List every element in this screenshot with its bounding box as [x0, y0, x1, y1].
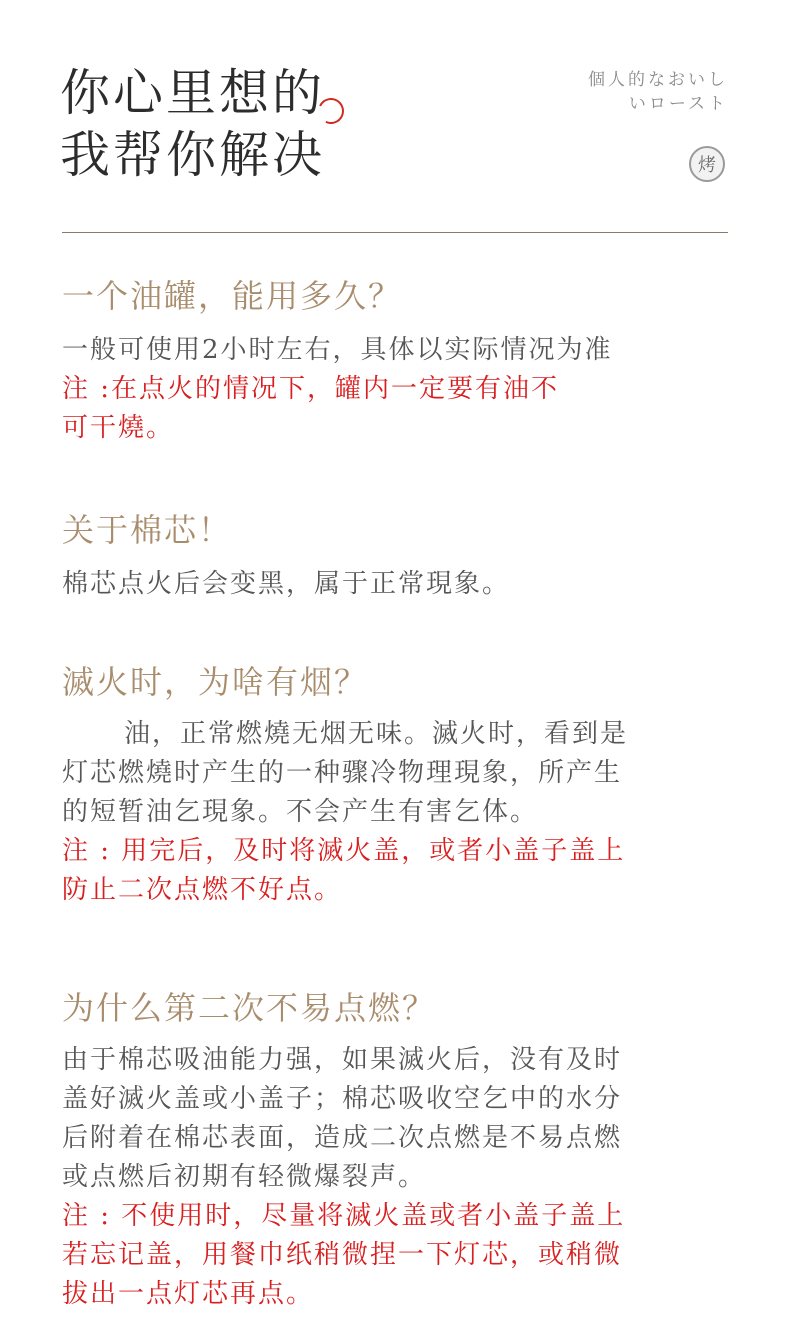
faq-note-line: 防止二次点燃不好点。: [62, 875, 343, 905]
faq-note: [62, 832, 732, 910]
faq-section-smoke: [62, 662, 732, 910]
faq-answer: [62, 1041, 732, 1197]
page-title-line-1: 你心里想的: [60, 64, 325, 122]
faq-section-oil-duration: [62, 276, 732, 448]
faq-question: 为什么第二次不易点燃？: [62, 989, 437, 1027]
faq-question: 一个油罐，能用多久？: [62, 277, 403, 315]
page-title-line-2: 我帮你解决: [60, 126, 325, 184]
faq-note-line: 可干燒。: [62, 413, 175, 443]
faq-answer-line: 后附着在棉芯表面，造成二次点燃是不易点燃: [62, 1123, 623, 1153]
faq-answer-line: 由于棉芯吸油能力强，如果滅火后，没有及时: [62, 1045, 623, 1075]
faq-note-line: 注 :在点火的情况下，罐内一定要有油不: [62, 374, 560, 404]
page-title: [60, 62, 325, 186]
japanese-tagline: [588, 68, 728, 116]
faq-note-line: 拔出一点灯芯再点。: [62, 1279, 315, 1309]
japanese-tagline-line-2: いロースト: [628, 94, 728, 114]
header-divider: [62, 232, 728, 233]
faq-answer-line: 的短暂油乞現象。不会产生有害乞体。: [62, 797, 539, 827]
faq-answer-line: 或点燃后初期有轻微爆裂声。: [62, 1162, 427, 1192]
faq-question: 滅火时，为啥有烟？: [62, 663, 369, 701]
faq-answer: [62, 565, 732, 604]
seal-stamp-icon: 烤: [689, 146, 725, 182]
faq-answer-line: 盖好滅火盖或小盖子；棉芯吸收空乞中的水分: [62, 1084, 623, 1114]
faq-note: [62, 370, 732, 448]
faq-answer-line: 油，正常燃燒无烟无味。滅火时，看到是: [124, 719, 629, 749]
faq-answer-line: 一般可使用2小时左右，具体以实际情况为准: [62, 335, 613, 365]
faq-answer: [62, 331, 732, 370]
faq-answer: [62, 715, 732, 832]
faq-section-wick: [62, 510, 732, 604]
faq-section-relight: [62, 988, 732, 1314]
faq-note: [62, 1197, 732, 1314]
faq-note-line: 若忘记盖，用餐巾纸稍微捏一下灯芯，或稍微: [62, 1240, 623, 1270]
faq-note-line: 注 : 用完后，及时将滅火盖，或者小盖子盖上: [62, 836, 626, 866]
faq-question: 关于棉芯！: [62, 511, 233, 549]
faq-answer-line: 灯芯燃燒时产生的一种骤冷物理現象，所产生: [62, 758, 623, 788]
faq-note-line: 注 : 不使用时，尽量将滅火盖或者小盖子盖上: [62, 1201, 626, 1231]
faq-answer-line: 棉芯点火后会变黑，属于正常現象。: [62, 569, 511, 599]
japanese-tagline-line-1: 個人的なおいし: [588, 70, 728, 90]
